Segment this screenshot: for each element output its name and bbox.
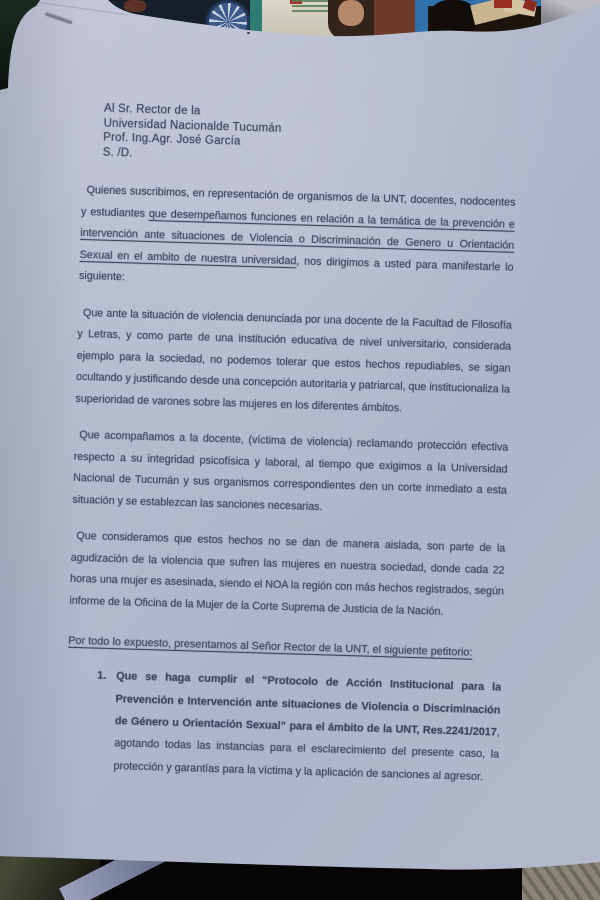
petition-intro: Por todo lo expuesto, presentamos al Señor Rector de la UNT, el siguiente petitorio: [68, 635, 473, 660]
paragraph: Que consideramos que estos hechos no se dan de manera aislada, son parte de la agudización de la violencia que sufren las mujeres en nuestra sociedad, donde cada 22 horas una mujer es asesinada, siendo el NOA la región con más hechos registrados, según informe de la Oficina de la Mujer de la Corte Suprema de Justicia de la Nación. [69, 530, 506, 618]
recipient-line: Prof. Ing.Agr. José García [103, 131, 241, 148]
letter-body [64, 180, 515, 788]
petition-item-1 [94, 665, 501, 788]
paragraph: Que ante la situación de violencia denunciada por una docente de la Facultad de Filosofía y Letras, y como parte de una institución educativa de nivel universitario, considerada ejemplo para la sociedad, no podemos tolerar que estos hechos repudiables, se sigan ocultando y justificando desde una concepción autoritaria y patriarcal, que institucionaliza la superioridad de varones sobre las mujeres en los diferentes ámbitos. [75, 306, 512, 415]
item-number: 1. [97, 670, 107, 683]
item-text: Que se haga cumplir el “Protocolo de Acción Institucional para la Prevención e Intervención ante situaciones de Violencia o Discriminación de Género u Orientación Sexual” para el ámbito de la UNT, Res.2241/2017, agotando todas las instancias para el esclarecimiento del presente caso, la protección y garantías para la víctima y la aplicación de sanciones al agresor. [113, 670, 502, 783]
recipient-line: S. /D. [102, 146, 133, 160]
paragraph: Que acompañamos a la docente, (víctima de violencia) reclamando protección efectiva respecto a su integridad psicofísica y laboral, al tiempo que exigimos a la Universidad Nacional de Tucumán y sus organismos correspondientes den un corte inmediato a esta situación y se establezcan las sanciones necesarias. [72, 429, 509, 514]
recipient-block [103, 102, 600, 175]
paragraph: Quienes suscribimos, en representación de organismos de la UNT, docentes, nodocentes y estudiantes que desempeñamos funciones en relación a la temática de la prevención e intervención ante situaciones de Violencia o Discriminación de Genero u Orientación Sexual en el ambito de nuestra universidad, nos dirigimos a usted para manifestarle lo siguiente: [78, 184, 516, 284]
recipient-line: Universidad Nacionalde Tucumán [103, 117, 282, 135]
recipient-line: Al Sr. Rector de la [103, 102, 201, 118]
